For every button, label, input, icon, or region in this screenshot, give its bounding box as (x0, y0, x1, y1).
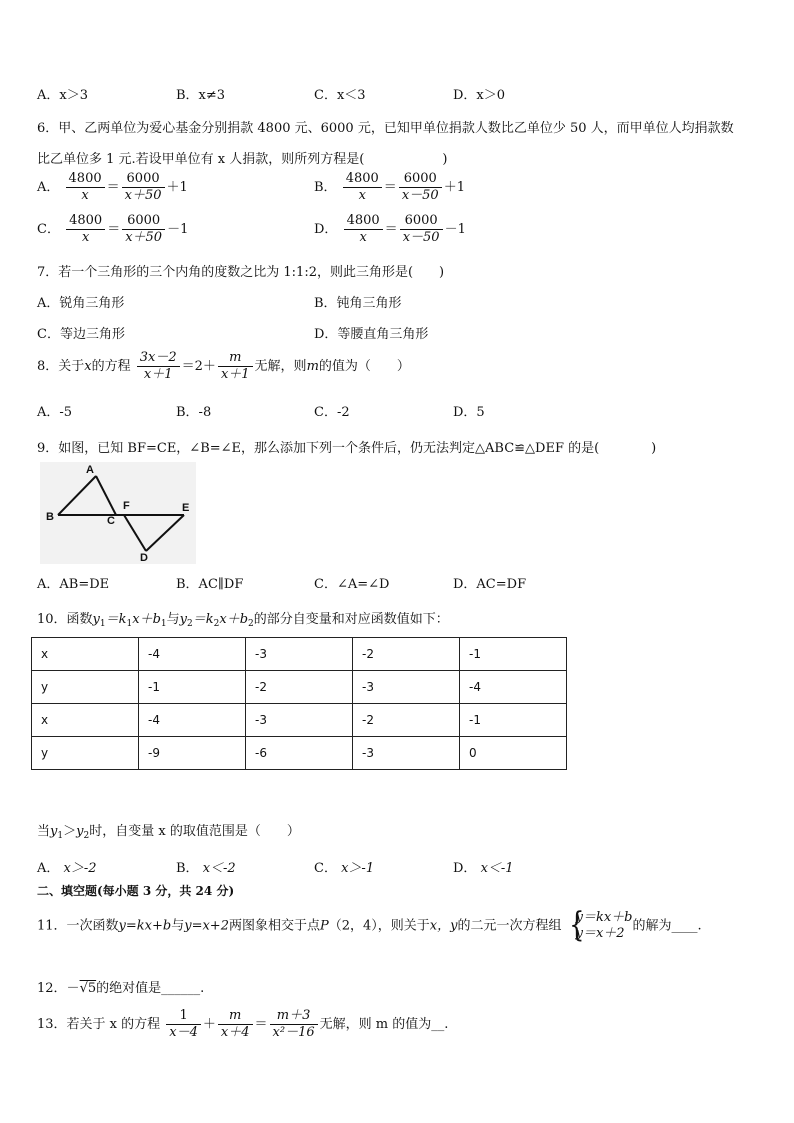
fraction: $\frac{4800}{x}$ (344, 213, 383, 246)
q9-option-d: D．AC=DF (453, 577, 527, 592)
values-table (31, 637, 567, 770)
q8-option-a: A．-5 (37, 405, 73, 420)
fraction: $\frac{m}{x+4}$ (218, 1008, 253, 1041)
section-heading-fill-in: 二、填空题(每小题 3 分，共 24 分) (37, 884, 235, 898)
q13-stem: 13．若关于 x 的方程 $\frac{1}{x-4}$ ＋ $\frac{m}{x+4}$ ＝ $\frac{m+3}{\text{x²－16}}$ 无解，则 m 的值为__. (37, 1008, 449, 1040)
table-cell: -1 (139, 671, 246, 704)
table-row (32, 638, 567, 671)
triangle-figure-svg (40, 462, 196, 564)
q9-option-b: B．AC∥DF (176, 577, 244, 592)
table-row (32, 737, 567, 770)
q7-option-b: B．钝角三角形 (314, 296, 402, 311)
geometry-figure (40, 462, 196, 564)
fraction: $\frac{m+3}{\text{x²－16}}$ (270, 1008, 318, 1041)
q6-option-b: B． $\frac{4800}{x}$ ＝ $\frac{6000}{x-50}$ ＋1 (314, 171, 465, 203)
fraction: $\frac{6000}{x-50}$ (400, 213, 443, 246)
q6-stem-line2: 比乙单位多 1 元.若设甲单位有 x 人捐款，则所列方程是( ) (37, 152, 448, 167)
table-cell: -2 (246, 671, 353, 704)
q9-option-c: C．∠A=∠D (314, 577, 390, 592)
table-cell: y (32, 671, 139, 704)
table-cell: -3 (246, 638, 353, 671)
fraction: $\frac{6000}{x-50}$ (399, 171, 442, 204)
fraction: $\frac{m}{x+1}$ (218, 350, 253, 383)
table-cell: -4 (139, 638, 246, 671)
segment-de (146, 515, 184, 551)
table-cell: -2 (353, 704, 460, 737)
q10-option-d: D． x＜-1 (453, 861, 514, 876)
fraction: $\frac{4800}{x}$ (66, 213, 105, 246)
table-row (32, 671, 567, 704)
equation-system: { y＝kx＋b y＝x＋2 (568, 905, 633, 945)
label-e: E (182, 502, 190, 514)
table-cell: -3 (353, 737, 460, 770)
q5-option-d: D．x＞0 (453, 88, 506, 103)
q7-option-d: D．等腰直角三角形 (314, 327, 429, 342)
table-cell: -4 (460, 671, 567, 704)
fraction: $\frac{4800}{x}$ (66, 171, 105, 204)
q6-option-a: A． $\frac{4800}{x}$ ＝ $\frac{6000}{x+50}$ ＋1 (37, 171, 188, 203)
q8-option-c: C．-2 (314, 405, 350, 420)
q5-option-b: B．x≠3 (176, 88, 226, 103)
q8-option-b: B．-8 (176, 405, 212, 420)
q5-option-a: A．x＞3 (37, 88, 88, 103)
fraction: $\frac{3x-2}{x+1}$ (137, 350, 180, 383)
q7-option-a: A．锐角三角形 (37, 296, 125, 311)
segment-ac (96, 476, 116, 515)
sqrt-five: √5 (79, 981, 97, 996)
fraction: $\frac{6000}{x+50}$ (122, 213, 165, 246)
table-cell: x (32, 704, 139, 737)
q6-stem-line1: 6．甲、乙两单位为爱心基金分别捐款 4800 元、6000 元，已知甲单位捐款人数比乙单位少 50 人，而甲单位人均捐款数 (37, 121, 734, 136)
q10-option-b: B． x＜-2 (176, 861, 236, 876)
q10-option-c: C． x＞-1 (314, 861, 375, 876)
table-cell: -1 (460, 704, 567, 737)
table-cell: -1 (460, 638, 567, 671)
table-cell: x (32, 638, 139, 671)
q6-option-c: C． $\frac{4800}{x}$ ＝ $\frac{6000}{x+50}$ －1 (37, 213, 189, 245)
q8-option-d: D．5 (453, 405, 485, 420)
segment-fd (124, 515, 146, 551)
table-cell: -6 (246, 737, 353, 770)
segment-ba (58, 476, 96, 515)
q7-stem: 7．若一个三角形的三个内角的度数之比为 1:1:2，则此三角形是( ) (37, 265, 445, 280)
table-cell: 0 (460, 737, 567, 770)
fraction: $\frac{1}{x-4}$ (166, 1008, 201, 1041)
q9-stem: 9．如图，已知 BF=CE，∠B=∠E，那么添加下列一个条件后，仍无法判定△ABC≌△DEF 的是( ) (37, 441, 657, 456)
table-cell: -2 (353, 638, 460, 671)
table-cell: -3 (353, 671, 460, 704)
label-b: B (46, 511, 54, 523)
q12-stem: 12．－√5的绝对值是______. (37, 981, 205, 996)
table-cell: -3 (246, 704, 353, 737)
q9-option-a: A．AB=DE (37, 577, 110, 592)
q5-option-c: C．x＜3 (314, 88, 366, 103)
table-cell: -4 (139, 704, 246, 737)
fraction: $\frac{6000}{x+50}$ (122, 171, 165, 204)
q10-stem: 10．函数$y_1=k_1x+b_1$与$y_2=k_2x+b_2$的部分自变量和对应函数值如下： (37, 612, 449, 629)
label-d: D (140, 552, 148, 564)
table-row (32, 704, 567, 737)
q11-stem: 11．一次函数y=kx+b与y=x+2两图象相交于点P（2，4），则关于x，y的二元一次方程组 { y＝kx＋b y＝x＋2 的解为____. (37, 905, 702, 945)
q10-option-a: A． x＞-2 (37, 861, 97, 876)
q7-option-c: C．等边三角形 (37, 327, 125, 342)
table-cell: -9 (139, 737, 246, 770)
label-c: C (107, 515, 115, 527)
q6-option-d: D． $\frac{4800}{x}$ ＝ $\frac{6000}{x-50}$ －1 (314, 213, 466, 245)
q10-condition: 当$y_1>y_2$时，自变量 x 的取值范围是（ ） (37, 824, 300, 841)
q8-stem: 8．关于x的方程 $\frac{3x-2}{x+1}$ ＝2＋ $\frac{m}{x+1}$ 无解，则m的值为（ ） (37, 350, 410, 382)
label-a: A (86, 464, 94, 476)
fraction: $\frac{4800}{x}$ (343, 171, 382, 204)
label-f: F (123, 500, 130, 512)
table-cell: y (32, 737, 139, 770)
